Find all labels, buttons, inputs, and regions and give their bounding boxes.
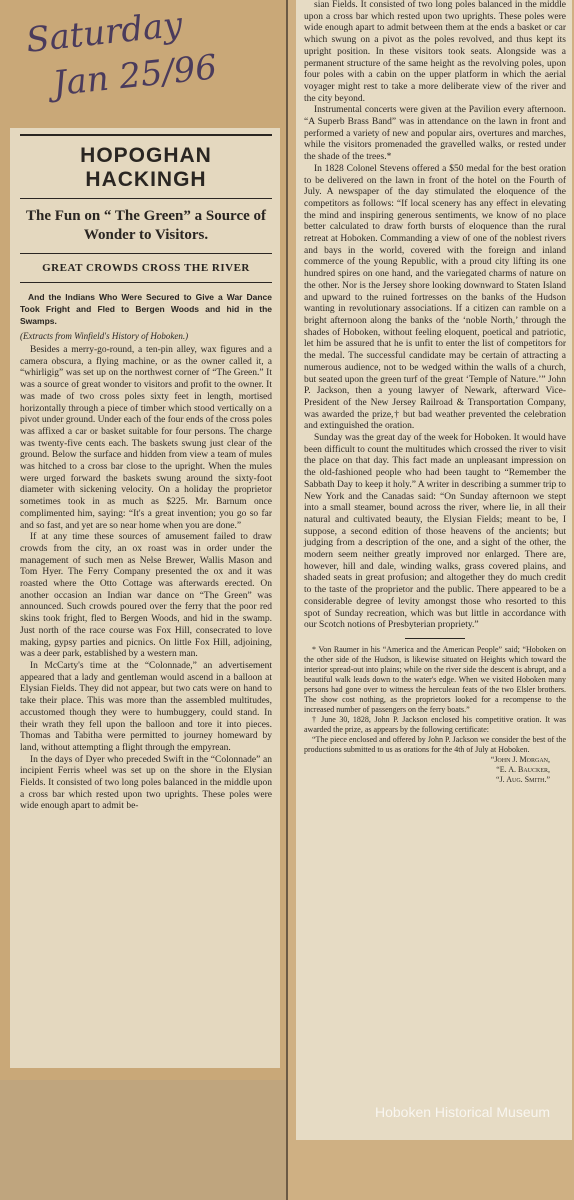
paragraph: If at any time these sources of amusement failed to draw crowds from the city, an ox roast was in order under the management of such men as Nelse Brewer, Wallis Mason and Tom Hyer. The Ferry Company presented the ox and it was roasted where the Otto Cottage was afterwards erected. On another occasion an Indian war dance on “The Green” was announced. Such crowds poured over the ferry that the poor red skins took fright, fled to Bergen Woods, and hid in the swamp. Just north of the race course was Fox Hill, consecrated to love making, gypsy parties and picnics. On little Fox Hill, adjoining, was a deer park, established by a western man. bbox=[20, 532, 272, 660]
section-rule bbox=[20, 282, 272, 283]
signature-line: “John J. Morgan, bbox=[490, 754, 550, 764]
article-column-right bbox=[296, 0, 572, 1140]
signature-line: “E. A. Baucker, bbox=[496, 764, 550, 774]
museum-watermark: Hoboken Historical Museum bbox=[375, 1104, 551, 1120]
clipping-right-strip bbox=[288, 0, 574, 1200]
footnote-rule bbox=[405, 638, 465, 639]
article-body-left bbox=[20, 345, 272, 813]
paragraph: In 1828 Colonel Stevens offered a $50 medal for the best oration to be delivered on the lawn in front of the hotel on the Fourth of July. A newspaper of the day stimulated the eloquence of the competitors as follows: “If local scenery has any effect in elevating the mind and inspiring generous sentiments, we know of no place better calculated to draw forth bursts of eloquence than the rural retreat at Hoboken. Commanding a view of one of the noblest rivers and bays in the world, covered with the foreign and inland commerce of the young Republic, with a proud city lifting its one hundred spires on one hand, and the variegated charms of nature on the other. Nor is the Jersey shore looking downward to Staten Island and upward to the ruined fortresses on the banks of the Hudson wanting in revolutionary associations. If a citizen can ramble on a bright afternoon along the banks of the ‘noble North,’ through the shades of Hoboken, without feeling eloquent, poetical and patriotic, let him be assured that he is unfit to enter the list of competitors for the medal. The successful candidate may be certain of attracting a numerous audience, not to be wedged within the walls of a church, but seated upon the green turf of the great ‘Temple of Nature.’” John P. Jackson, then a young lawyer of Newark, afterward Vice-President of the New Jersey Railroad & Transportation Company, was awarded the prize,† but bad weather prevented the celebration and extinguished the oration. bbox=[304, 163, 566, 432]
handwritten-date-line: Jan 25/96 bbox=[51, 47, 219, 105]
paragraph: Sunday was the great day of the week for Hoboken. It would have been difficult to count the multitudes which crossed the river to visit the place on that day. This fact made an unpleasant impression on the old-fashioned people who had been taught to “Remember the Sabbath Day to keep it holy.” A writer in describing a summer trip to New York and the Canadas said: “On Sunday afternoon we stept into a small steamer, bound across the river, where lie, in all their natural and cultivated beauty, the Elysian Fields; meant to be, I suppose, a second edition of those heavens of the ancients; but judging from a description of the one, and a sight of the other, the modern seem neither greatly improved nor enlarged. There are, however, hill and dale, winding walks, grass covered plains, and shaded seats in great profusion; and altogether they do much credit to the taste of the proprietor and the public. There appeared to be a considerable degree of levity amongst those who resorted to this spot of Sunday recreation, which was but little in accordance with our Scotch notions of Presbyterian propriety.” bbox=[304, 433, 566, 631]
paragraph: In McCarty's time at the “Colonnade,” an advertisement appeared that a lady and gentleman would ascend in a balloon at Elysian Fields. They did not appear, but two cats were on hand to take their place. This was more than the assembled multitudes, accustomed though they were to humbuggery, could stand. In their wrath they fell upon the balloon and tore it into pieces. Thomas and Tabitha were permitted to journey homeward by land, without attempting a flight through the empyrean. bbox=[20, 660, 272, 753]
paragraph: sian Fields. It consisted of two long poles balanced in the middle upon a cross bar which rested upon two uprights. These poles were wide enough apart to admit between them at the ends a basket or car which swung on a pivot as the poles revolved, and thus kept its upright position. In these visitors took seats. Alongside was a permanent structure of the same height as the revolving poles, upon four poles with a cabin on the upper platform in which the aerial voyager might rest to take a more deliberate view of the river and the city beyond. bbox=[304, 0, 566, 104]
article-body-right bbox=[304, 0, 566, 632]
signature-block bbox=[304, 755, 566, 785]
footnotes bbox=[304, 645, 566, 755]
handwritten-day: Saturday bbox=[24, 4, 185, 61]
paragraph: Instrumental concerts were given at the Pavilion every afternoon. “A Superb Brass Band” was in attendance on the lawn in front and performed a variety of new and popular airs, overtures and marches, while the visitors promenaded the gravelled walks, or rested under the shade of the trees.* bbox=[304, 105, 566, 163]
article-column-left bbox=[10, 128, 280, 1068]
source-credit: (Extracts from Winfield's History of Hoboken.) bbox=[20, 331, 189, 341]
handwritten-date bbox=[24, 0, 219, 109]
headline-rule bbox=[20, 198, 272, 199]
headline: HOPOGHAN HACKINGH bbox=[80, 144, 212, 191]
clipping-left-strip bbox=[0, 0, 286, 1200]
paragraph: Besides a merry-go-round, a ten-pin alley, wax figures and a camera obscura, a flying machine, or as the owner called it, a “whirligig” was set up on the northwest corner of “The Green.” It was a source of great wonder to visitors and profit to the owner. It was made of two cross poles sixty feet in length, mortised horizontally through a piece of timber which stood vertically on a pivot under ground. Under each of the four ends of the cross poles was affixed a car or basket suitable for four persons. The charge was twenty-five cents each. The baskets swung just clear of the ground. Below the surface and hidden from view a team of mules was hitched to a cross bar close to the upright. When the mules were urged forward the baskets swung around the sixty-foot diameter with sickening velocity. On a holiday the proprietor sometimes took in as much as $225. Mr. Barnum once complimented him, saying: “It's a great invention; you go so far and so fast, and yet are so near home when you are done.” bbox=[20, 345, 272, 531]
paragraph: In the days of Dyer who preceded Swift in the “Colonnade” an incipient Ferris wheel was set up on the shore in the Elysian Fields. It consisted of two long poles balanced in the middle upon a cross bar which rested upon two uprights. These poles were wide enough apart to admit be- bbox=[20, 754, 272, 812]
footnote: “The piece enclosed and offered by John P. Jackson we consider the best of the productions submitted to us as orations for the 4th of July at Hoboken. bbox=[304, 734, 566, 754]
top-rule bbox=[20, 134, 272, 136]
deck-summary: And the Indians Who Were Secured to Give a War Dance Took Fright and Fled to Bergen Woods and hid in the Swamps. bbox=[20, 292, 272, 326]
footnote: * Von Raumer in his “America and the American People” said; “Hoboken on the other side of the Hudson, is likewise situated on Heights which toward the interior spread-out into plains; while on the river side the descent is abrupt, and a beautiful walk leads down to the water's edge. When we visited Hoboken many persons had gone over to witness the herculean feats of the two Elsler brothers. The show cost nothing, as the proprietors looked for a recompense to the increased number of passengers on the ferry boats.” bbox=[304, 644, 566, 714]
subhead-rule bbox=[20, 253, 272, 254]
signature-line: “J. Aug. Smith.” bbox=[496, 774, 550, 784]
footnote: † June 30, 1828, John P. Jackson enclosed his competitive oration. It was awarded the prize, as appears by the following certificate: bbox=[304, 714, 566, 734]
scan-background bbox=[0, 1080, 286, 1200]
subheadline: The Fun on “ The Green” a Source of Wonder to Visitors. bbox=[25, 208, 267, 243]
section-headline: GREAT CROWDS CROSS THE RIVER bbox=[42, 262, 250, 274]
